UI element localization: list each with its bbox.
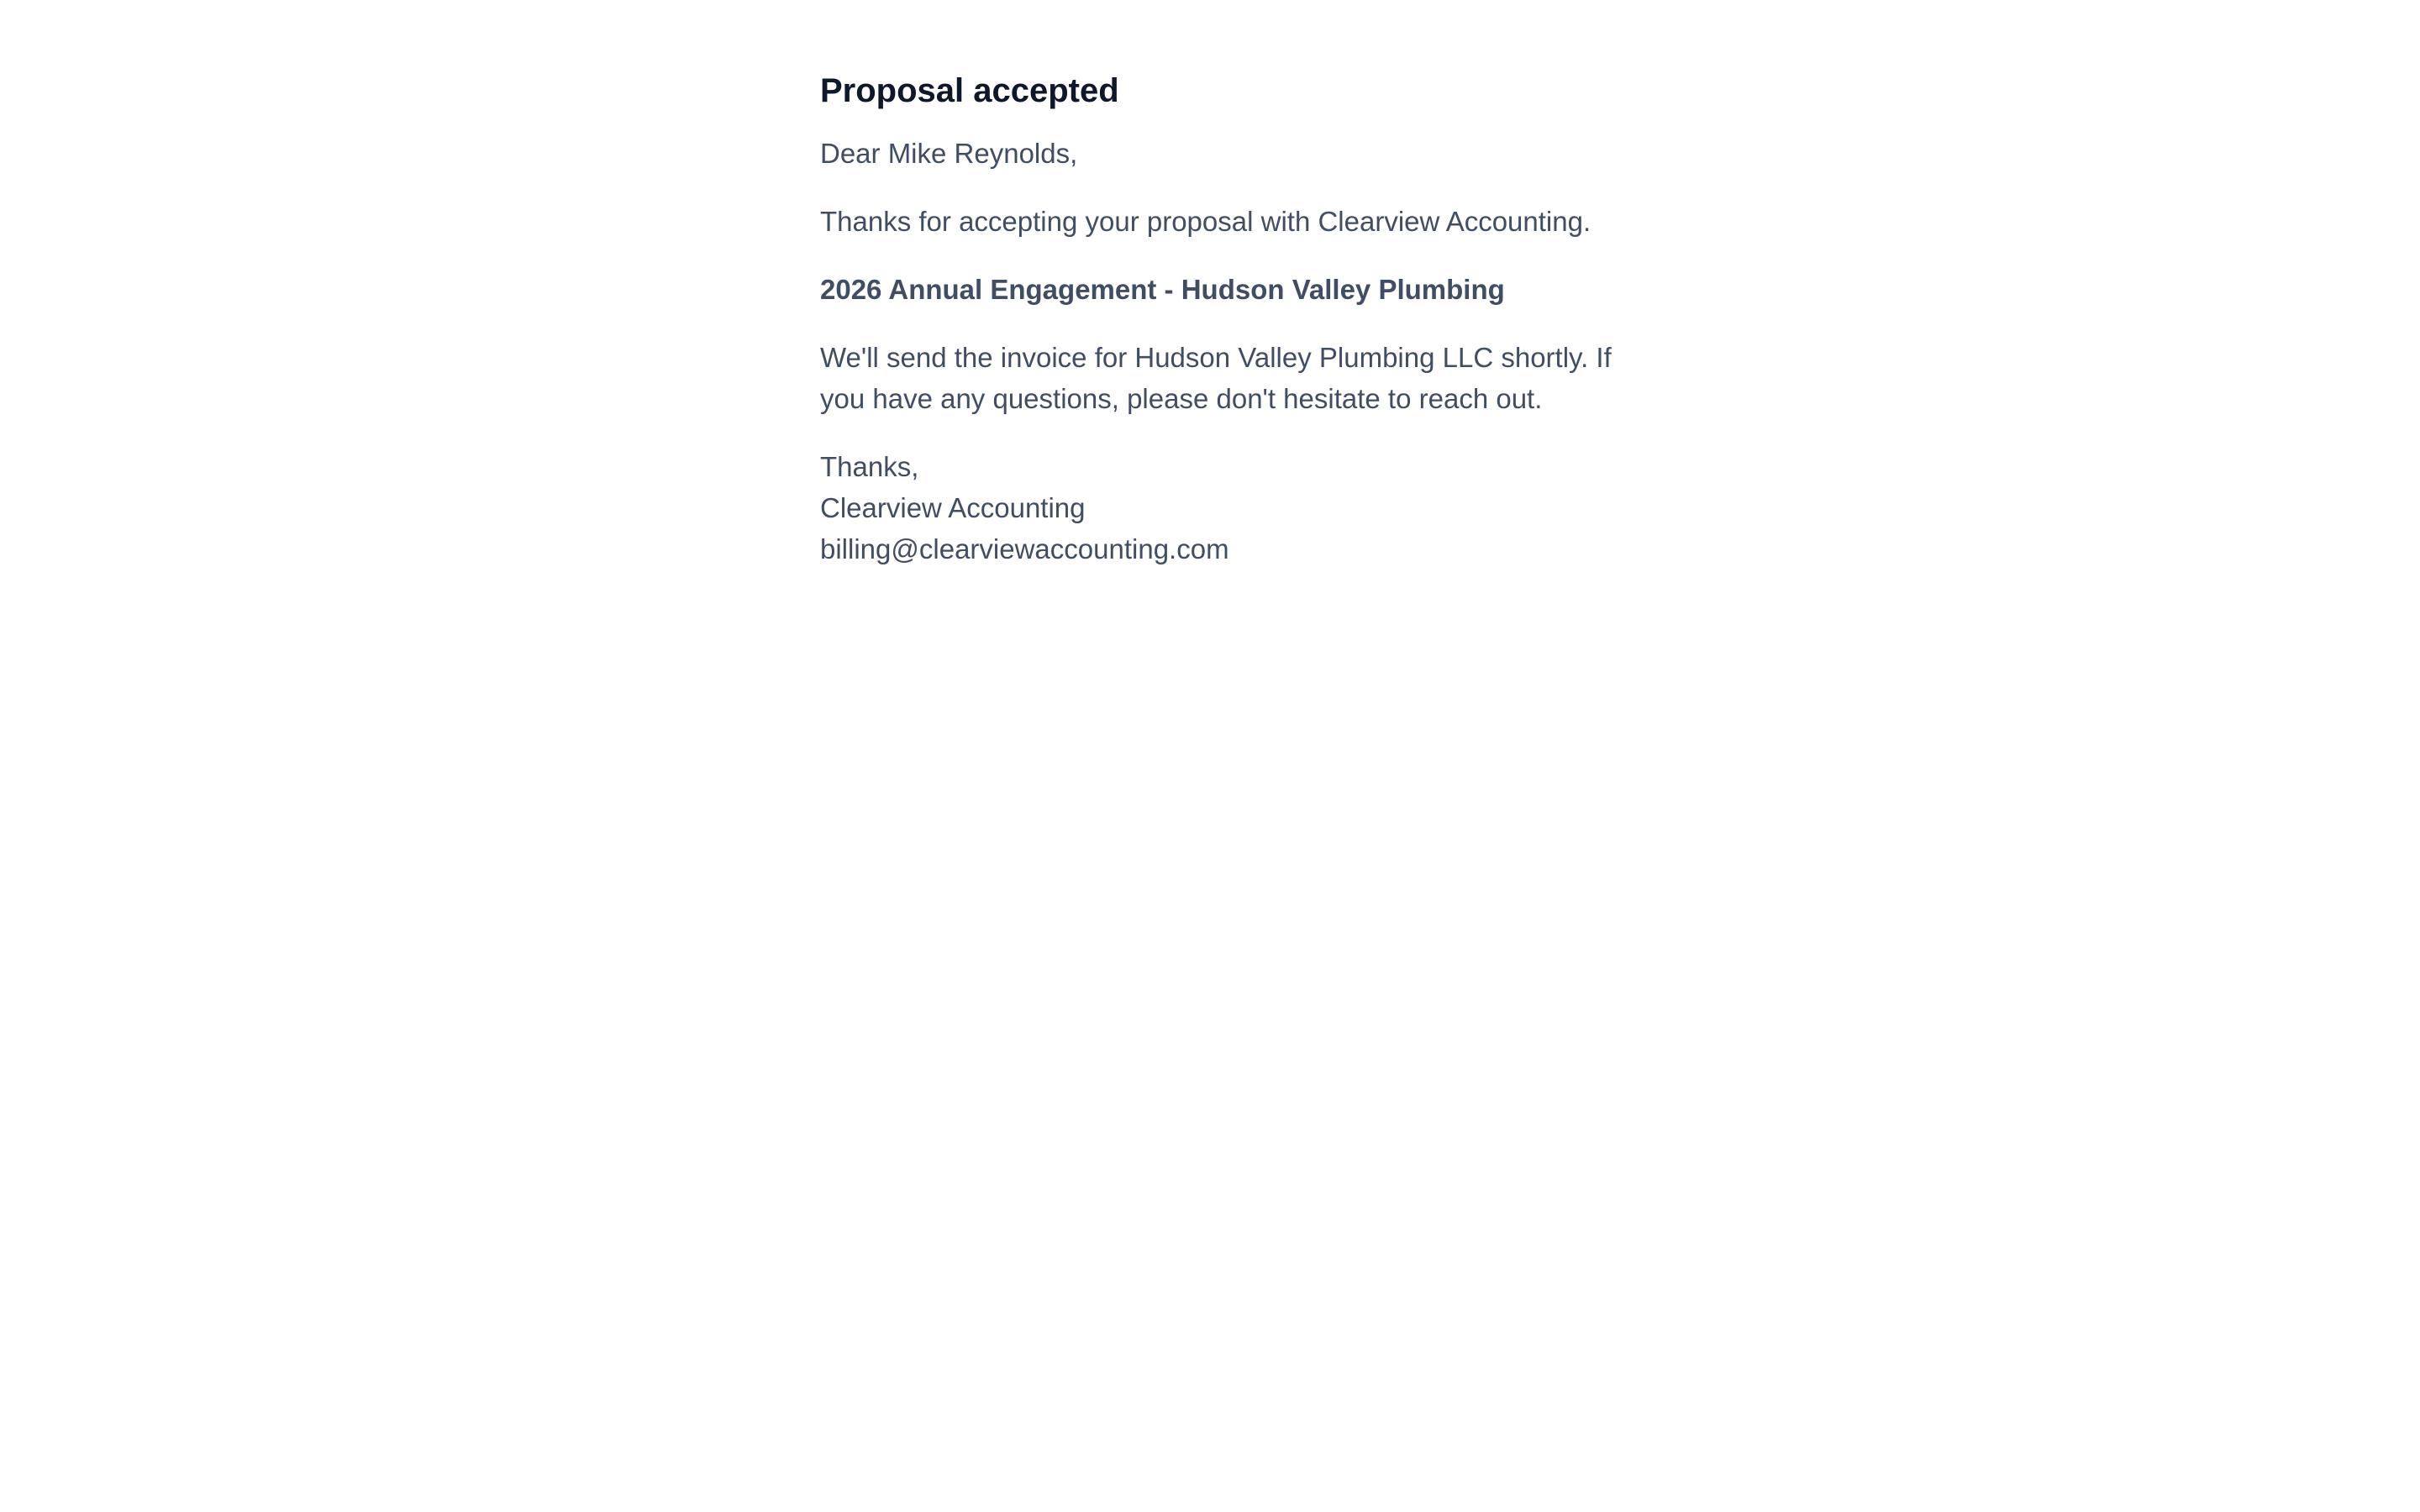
intro-text: Thanks for accepting your proposal with Clearview Accounting.: [820, 206, 1591, 237]
email-title: Proposal accepted: [820, 72, 1119, 109]
signature-company: Clearview Accounting: [820, 492, 1086, 523]
email-body: [820, 67, 1627, 570]
signature: [820, 446, 1627, 570]
proposal-name: 2026 Annual Engagement - Hudson Valley Plumbing: [820, 274, 1505, 305]
signature-closing: Thanks,: [820, 451, 919, 482]
greeting: Dear Mike Reynolds,: [820, 138, 1078, 169]
invoice-notice: We'll send the invoice for Hudson Valley Plumbing LLC shortly. If you have any questions, please don't hesitate to reach out.: [820, 342, 1612, 414]
signature-email: billing@clearviewaccounting.com: [820, 533, 1229, 564]
